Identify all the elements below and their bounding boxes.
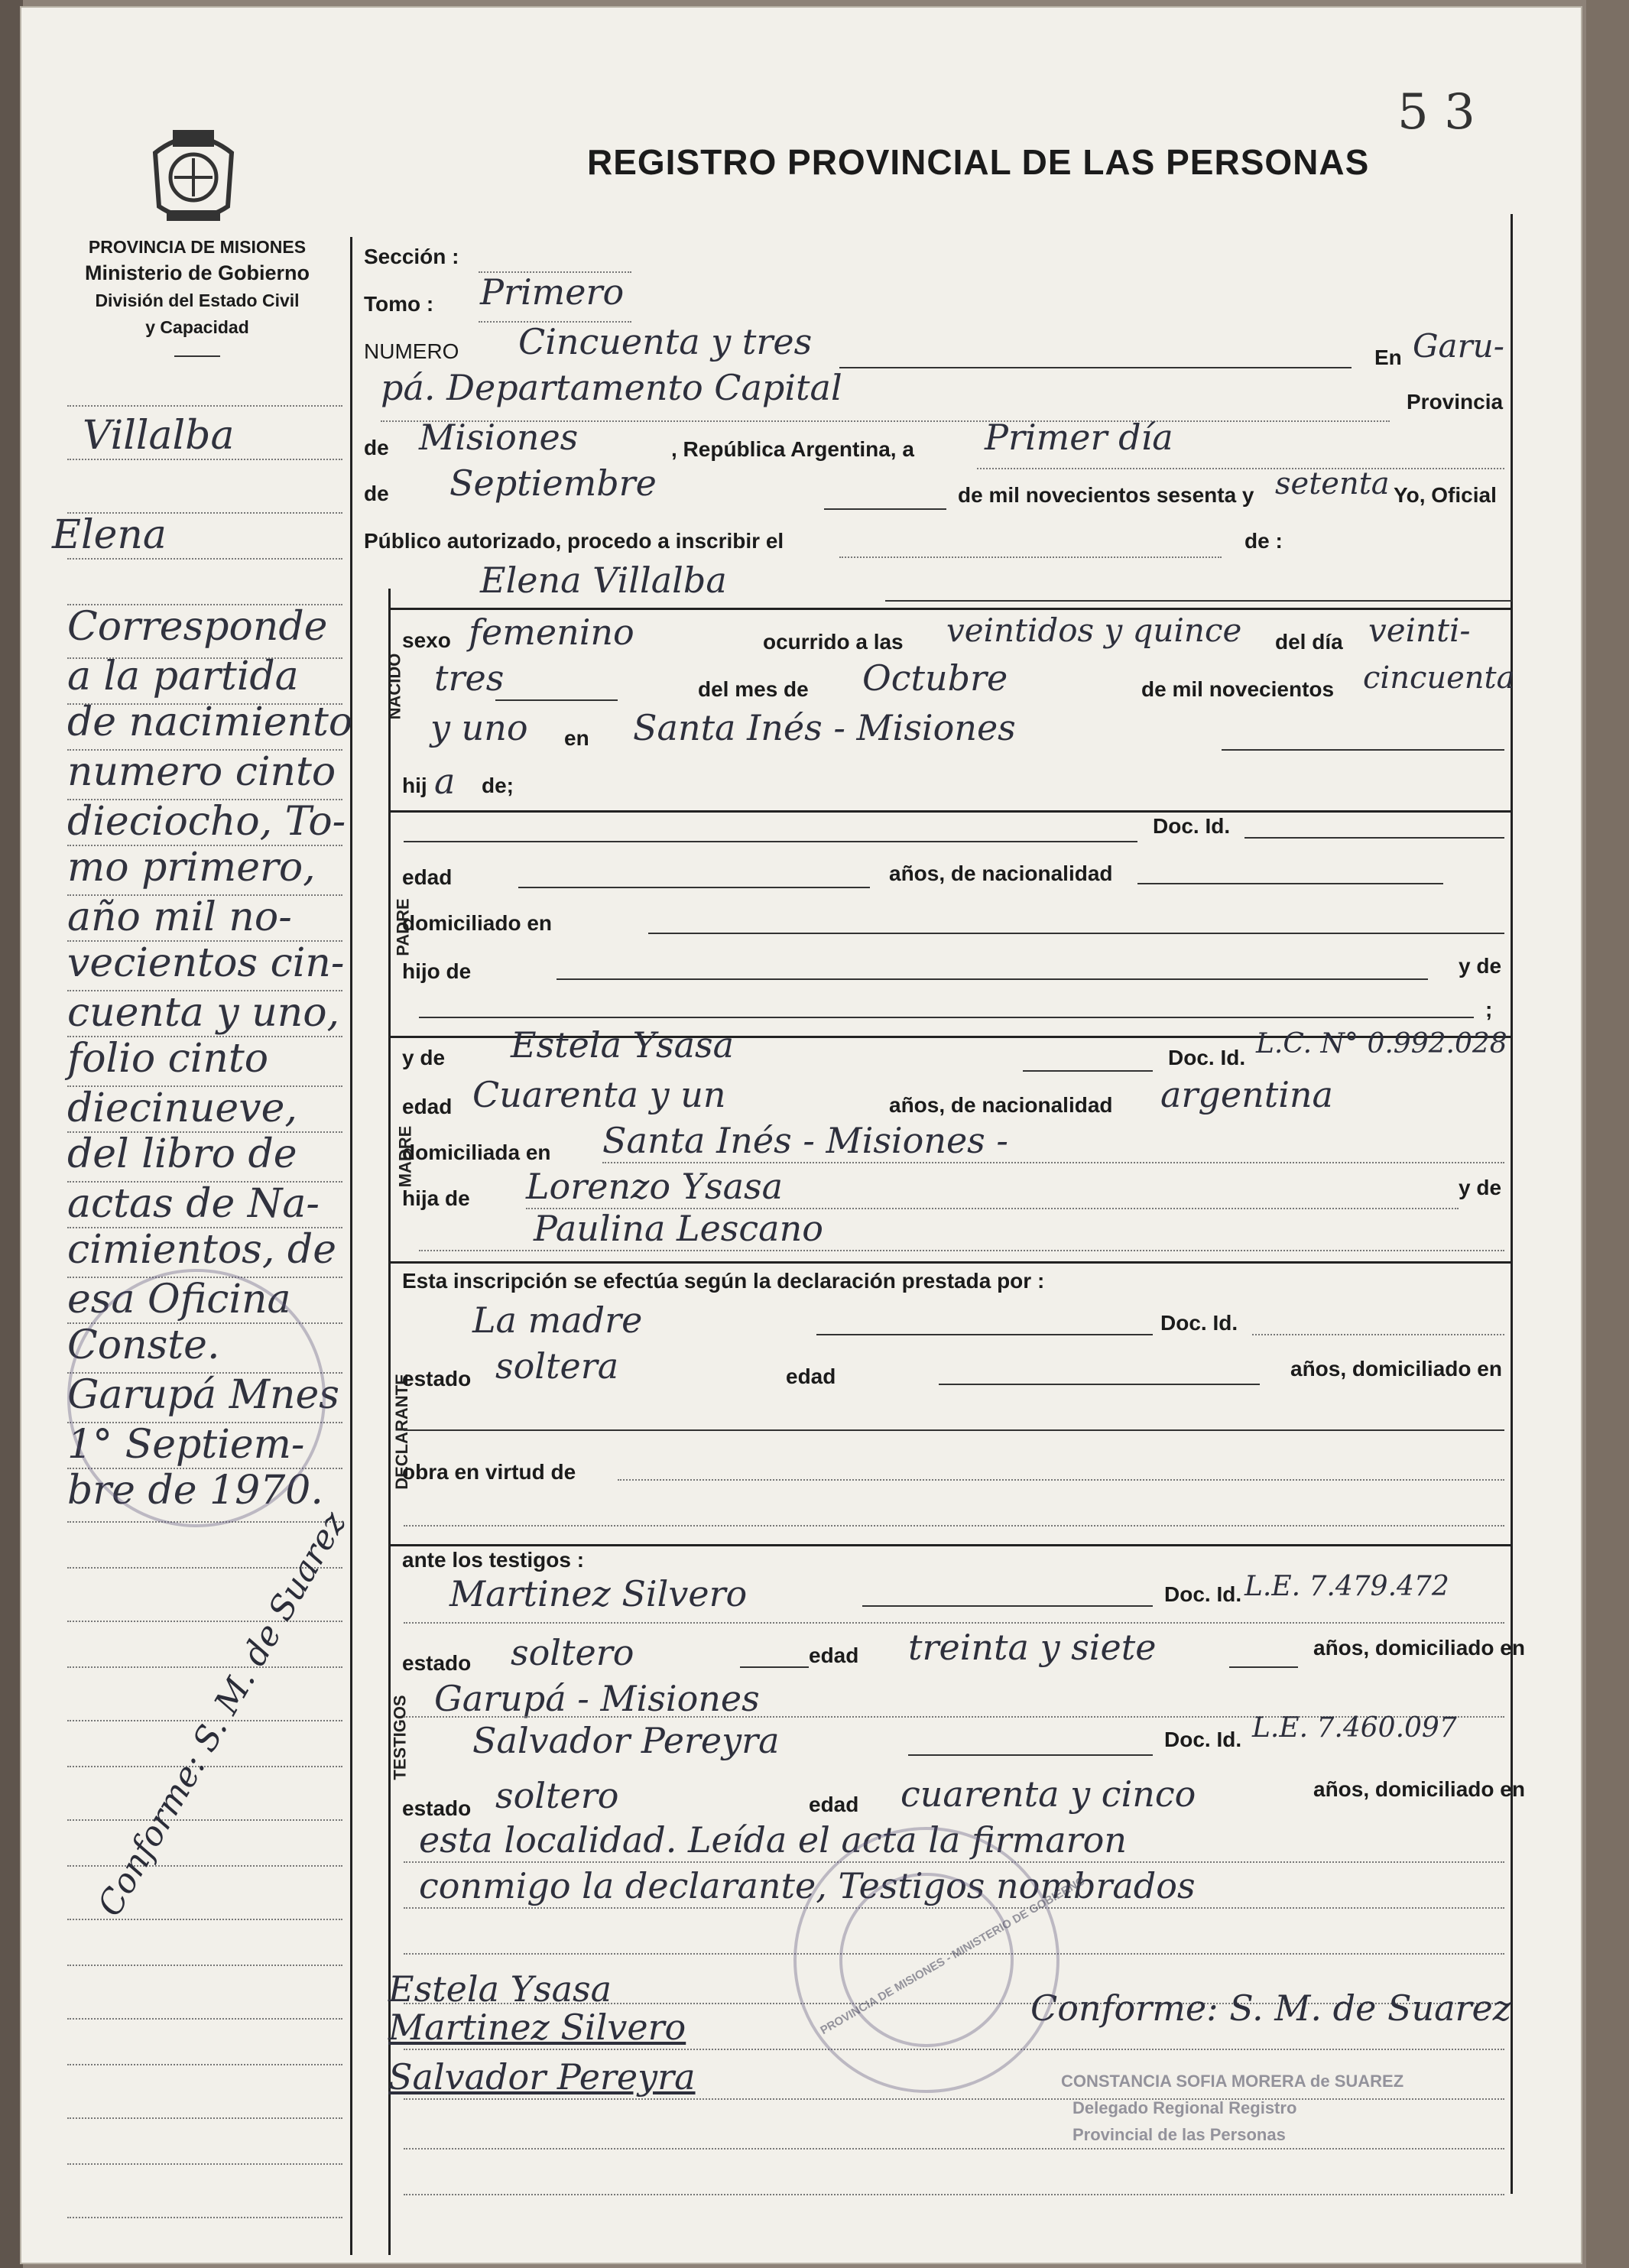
madre-madre-value: Paulina Lescano (534, 1208, 823, 1249)
margin-line: 1° Septiem- (67, 1422, 305, 1468)
official-signature: Conforme: S. M. de Suarez (1030, 1987, 1511, 2029)
tomo-value: Primero (480, 271, 625, 313)
declarante-doc-label: Doc. Id. (1160, 1311, 1238, 1335)
padre-domiciliado-label: domiciliado en (402, 911, 553, 935)
numero-label: NUMERO (364, 339, 459, 363)
seccion-label: Sección : (364, 245, 459, 268)
declarante-dom-label: años, domiciliado en (1290, 1357, 1502, 1381)
header-rule (174, 355, 220, 357)
padre-nac-label: años, de nacionalidad (889, 861, 1113, 885)
margin-line: Corresponde (67, 604, 328, 650)
sexo-value: femenino (469, 612, 634, 653)
declarante-edad-line (939, 1384, 1260, 1385)
coat-of-arms-icon (144, 122, 243, 229)
nac-en-label: en (564, 726, 589, 750)
t1-edad-label: edad (809, 1643, 859, 1667)
madre-domicilio-value: Santa Inés - Misiones - (602, 1120, 1008, 1161)
margin-line: a la partida (67, 654, 299, 699)
t1-estado-line (740, 1666, 809, 1668)
official-stamp-line-3: Provincial de las Personas (1072, 2125, 1286, 2144)
right-border (1511, 214, 1513, 2194)
margin-line: Villalba (83, 413, 235, 459)
del-dia-label: del día (1275, 630, 1343, 654)
margin-line: de nacimiento (67, 699, 353, 745)
t2-doc-label: Doc. Id. (1164, 1728, 1242, 1751)
madre-yde-label: y de (402, 1046, 446, 1069)
t1-name-line (862, 1605, 1153, 1607)
padre-edad-label: edad (402, 865, 453, 889)
t1-estado-value: soltero (511, 1632, 634, 1673)
padre-doc-label: Doc. Id. (1153, 814, 1231, 838)
madre-edad-label: edad (402, 1095, 453, 1118)
publico-label: Público autorizado, procedo a inscribir el (364, 529, 784, 553)
nac-dia-value: veinti- (1368, 612, 1471, 649)
madre-doc-value: L.C. N° 0.992.028 (1256, 1028, 1507, 1059)
dia-line (977, 468, 1504, 469)
madre-yde2-label: y de (1459, 1176, 1502, 1199)
inscribed-name: Elena Villalba (480, 560, 727, 601)
padre-top-rule (388, 810, 1511, 813)
padre-section-label: PADRE (393, 898, 413, 956)
nac-mil-label: de mil novecientos (1141, 677, 1335, 701)
numero-line (839, 367, 1352, 368)
declarante-dom-line (404, 1429, 1504, 1431)
lugar-line (1222, 749, 1504, 751)
margin-line: Conste. (67, 1322, 220, 1368)
declarante-name-value: La madre (472, 1299, 643, 1341)
hij-label: hij (402, 774, 427, 797)
madre-name-line (1023, 1070, 1153, 1072)
dia-value: Primer día (985, 417, 1173, 458)
padre-dom-line (648, 933, 1504, 934)
margin-round-stamp (67, 1269, 326, 1527)
padre-yde-line (419, 1017, 1474, 1018)
madre-dom-line (602, 1162, 1504, 1163)
sig-rule-4 (404, 2098, 1504, 2100)
division-label-2: y Capacidad (145, 317, 249, 337)
mes-line (824, 508, 946, 510)
padre-hijo-label: hijo de (402, 959, 472, 983)
seal-text: PROVINCIA DE MISIONES - MINISTERIO DE GOBIERNO (818, 1874, 1088, 2038)
padre-yde-label: y de (1459, 954, 1502, 978)
ministry-label: Ministerio de Gobierno (84, 261, 310, 284)
t2-name-line (908, 1754, 1153, 1756)
margin-line: vecientos cin- (67, 940, 345, 986)
en-value: Garu- (1413, 327, 1504, 365)
signature-2: Martinez Silvero (388, 2007, 686, 2048)
declarante-section-label: DECLARANTE (391, 1374, 411, 1490)
margin-line: cuenta y uno, (67, 990, 340, 1036)
de2-label: de (364, 482, 389, 505)
header-title: REGISTRO PROVINCIAL DE LAS PERSONAS (587, 142, 1370, 182)
margin-line: diecinueve, (67, 1085, 297, 1131)
padre-nac-line (1137, 883, 1443, 884)
nac-dia-value-2: tres (434, 657, 505, 699)
sexo-label: sexo (402, 628, 451, 652)
t1-dom-label: años, domiciliado en (1313, 1636, 1525, 1660)
margin-line: bre de 1970. (67, 1468, 323, 1514)
hij-de-label: de; (482, 774, 514, 797)
madre-section-label: MADRE (395, 1125, 415, 1188)
place-value: pá. Departamento Capital (381, 367, 842, 408)
declarante-obra-line-2 (404, 1525, 1504, 1527)
nacido-section-label: NACIDO (385, 653, 404, 720)
t2-doc-value: L.E. 7.460.097 (1252, 1712, 1457, 1744)
mes-value: Septiembre (449, 462, 657, 504)
madre-madre-line (419, 1250, 1504, 1251)
t1-name-line-2 (404, 1622, 1504, 1624)
margin-signature: Conforme: S. M. de Suarez (90, 1504, 354, 1923)
padre-semicolon: ; (1485, 998, 1493, 1021)
t2-edad-label: edad (809, 1793, 859, 1816)
madre-domiciliada-label: domiciliada en (402, 1140, 551, 1164)
division-label: División del Estado Civil (95, 290, 300, 310)
del-mes-label: del mes de (698, 677, 809, 701)
en-label: En (1374, 346, 1402, 369)
numero-value: Cincuenta y tres (518, 321, 813, 362)
nacido-top-rule (388, 608, 1511, 610)
padre-edad-line (518, 887, 870, 888)
province-label: PROVINCIA DE MISIONES (88, 237, 307, 257)
t2-estado-label: estado (402, 1796, 472, 1820)
margin-line: actas de Na- (67, 1181, 320, 1227)
t2-edad-value: cuarenta y cinco (900, 1773, 1196, 1815)
madre-bottom-rule (388, 1261, 1511, 1264)
declarante-obra-line (618, 1479, 1504, 1481)
t2-dom-label: años, domiciliado en (1313, 1777, 1525, 1801)
tomo-label: Tomo : (364, 292, 434, 316)
publico-line (839, 556, 1222, 558)
t2-estado-value: soltero (495, 1775, 619, 1816)
signature-1: Estela Ysasa (388, 1968, 612, 2010)
page-number: 5 3 (1397, 84, 1475, 141)
margin-line: mo primero, (67, 845, 316, 891)
official-stamp-line-2: Delegado Regional Registro (1072, 2098, 1297, 2117)
declarante-estado-label: estado (402, 1367, 472, 1390)
nac-anio-value-2: y uno (430, 707, 528, 748)
book-cover-edge (1586, 0, 1629, 2268)
document-page (21, 8, 1581, 2263)
name-line (885, 600, 1512, 602)
t1-doc-label: Doc. Id. (1164, 1582, 1242, 1606)
provincia-label: Provincia (1407, 390, 1504, 414)
testigos-intro-label: ante los testigos : (402, 1548, 585, 1572)
mil-label: de mil novecientos sesenta y (958, 483, 1254, 507)
provincia-value: Misiones (419, 417, 579, 458)
margin-line: numero cinto (67, 749, 336, 795)
hora-value: veintidos y quince (946, 612, 1242, 649)
margin-line: año mil no- (67, 894, 292, 940)
margin-line: del libro de (67, 1131, 297, 1177)
madre-nac-label: años, de nacionalidad (889, 1093, 1113, 1117)
ocurrido-label: ocurrido a las (763, 630, 904, 654)
margin-line: Elena (52, 512, 167, 558)
margin-line: Garupá Mnes (67, 1372, 339, 1418)
republica-label: , República Argentina, a (671, 437, 914, 461)
padre-hijo-line (557, 978, 1428, 980)
official-round-seal-inner (839, 1873, 1014, 2047)
testigos-section-label: TESTIGOS (390, 1695, 410, 1780)
declarante-intro-label: Esta inscripción se efectúa según la declaración prestada por : (402, 1269, 1045, 1293)
official-stamp-line-1: CONSTANCIA SOFIA MORERA de SUAREZ (1061, 2072, 1404, 2091)
margin-line: dieciocho, To- (67, 799, 346, 845)
closing-line-2: conmigo la declarante, Testigos nombrados (419, 1865, 1196, 1906)
declarante-obra-label: obra en virtud de (402, 1460, 576, 1484)
nac-anio-value: cincuenta (1363, 660, 1515, 696)
t1-dom-value: Garupá - Misiones (434, 1678, 760, 1719)
sig-rule-6 (404, 2194, 1504, 2195)
declarante-estado-value: soltera (495, 1345, 619, 1387)
dia-line-2 (495, 699, 618, 701)
margin-divider (350, 237, 352, 2255)
sig-rule-5 (404, 2148, 1504, 2150)
madre-nac-value: argentina (1160, 1074, 1333, 1115)
t1-name-value: Martinez Silvero (449, 1573, 748, 1614)
t1-edad-value: treinta y siete (908, 1627, 1157, 1668)
t1-estado-label: estado (402, 1651, 472, 1675)
padre-name-line (404, 841, 1137, 842)
madre-doc-label: Doc. Id. (1168, 1046, 1246, 1069)
anio-value: setenta (1275, 466, 1390, 501)
madre-edad-value: Cuarenta y un (472, 1074, 726, 1115)
margin-line: esa Oficina (67, 1277, 291, 1322)
oficial-label: Yo, Oficial (1394, 483, 1497, 507)
hij-value: a (434, 761, 456, 802)
madre-padre-value: Lorenzo Ysasa (526, 1166, 784, 1207)
declarante-name-line (816, 1334, 1153, 1335)
margin-line: cimientos, de (67, 1227, 336, 1273)
margin-line: folio cinto (67, 1036, 269, 1082)
madre-name-value: Estela Ysasa (511, 1024, 735, 1066)
de-label: de (364, 436, 389, 459)
book-binding (0, 0, 23, 2268)
nac-mes-value: Octubre (862, 657, 1008, 699)
padre-doc-line (1244, 837, 1504, 839)
t1-doc-value: L.E. 7.479.472 (1244, 1571, 1449, 1602)
t2-name-value: Salvador Pereyra (472, 1720, 780, 1761)
t1-edad-line (1229, 1666, 1298, 1668)
declarante-doc-line (1252, 1334, 1504, 1335)
madre-hija-label: hija de (402, 1186, 470, 1210)
de-colon-label: de : (1244, 529, 1283, 553)
lugar-value: Santa Inés - Misiones (633, 707, 1016, 748)
declarante-edad-label: edad (786, 1364, 836, 1388)
signature-3: Salvador Pereyra (388, 2056, 696, 2098)
closing-line-1: esta localidad. Leída el acta la firmaron (419, 1819, 1127, 1861)
declarante-bottom-rule (388, 1544, 1511, 1546)
